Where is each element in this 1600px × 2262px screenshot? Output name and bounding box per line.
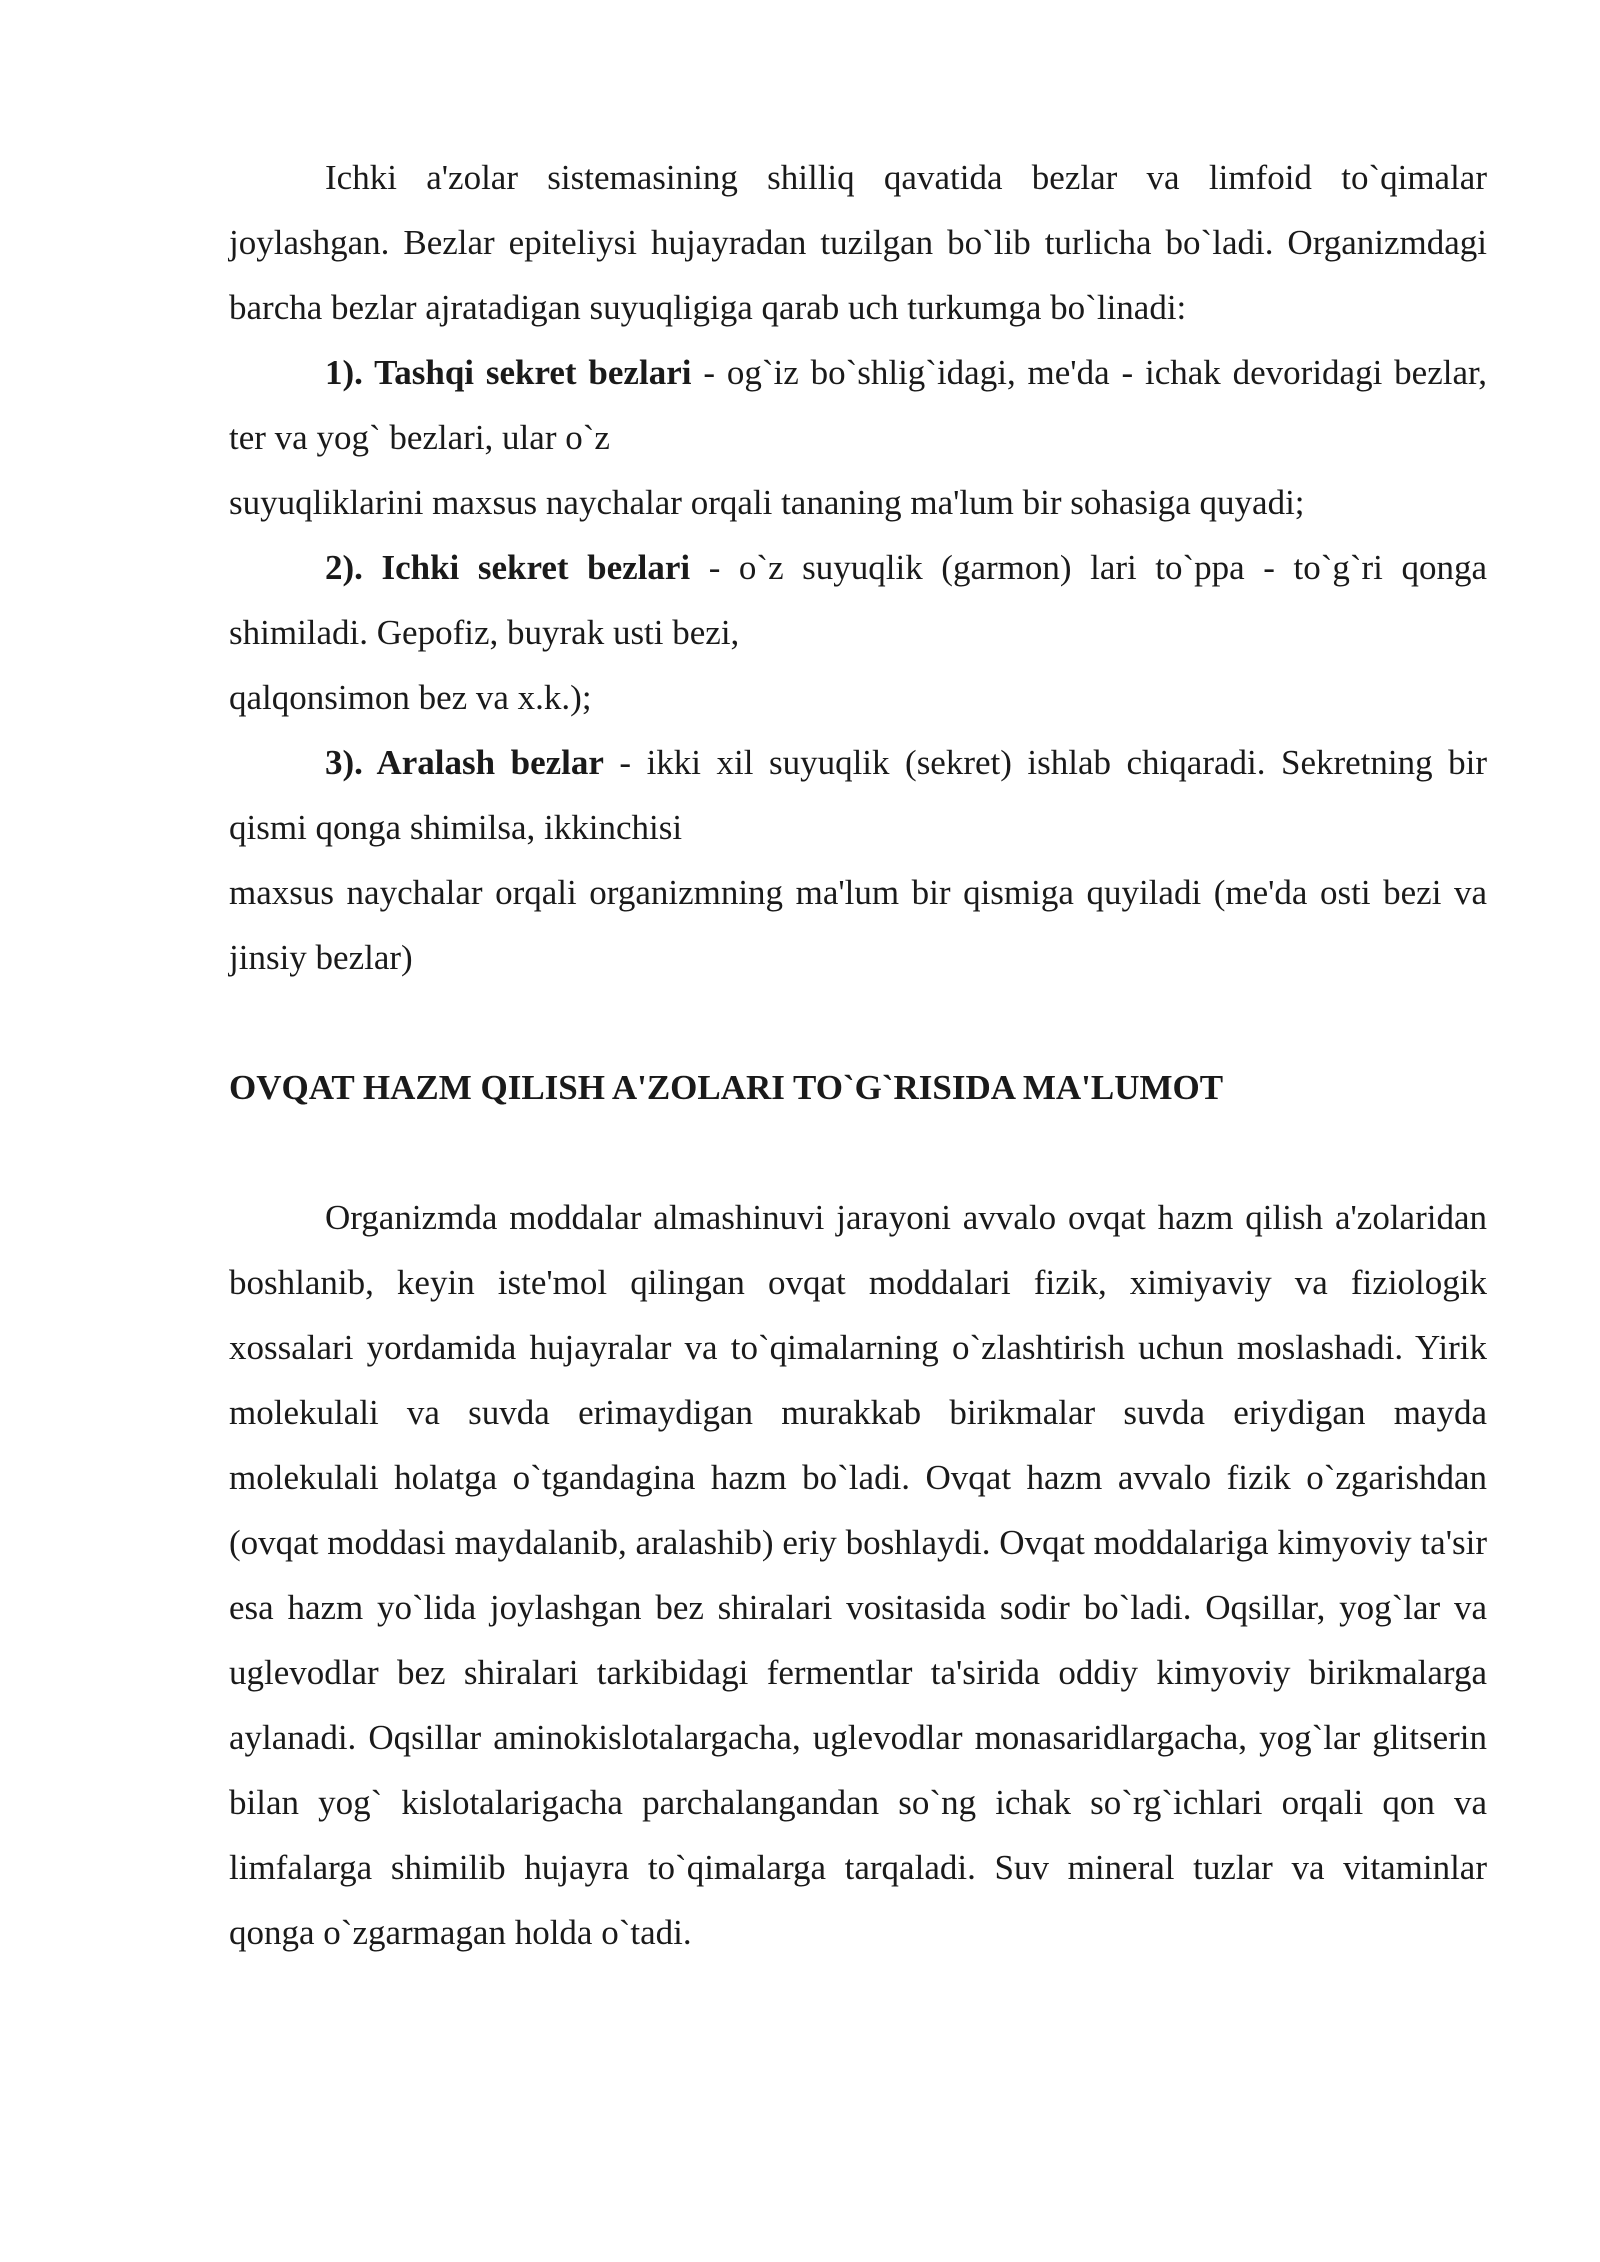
gland-item-3-text: - ikki xil suyuqlik (sekret) ishlab chiqaradi. Sekretning bir qismi qonga shimilsa, ikkinchisi bbox=[229, 743, 1487, 847]
gland-item-1-lead: 1). Tashqi sekret bezlari bbox=[325, 353, 692, 392]
gland-item-1-continuation: suyuqliklarini maxsus naychalar orqali tananing ma'lum bir sohasiga quyadi; bbox=[229, 483, 1305, 522]
spacer bbox=[229, 1120, 1487, 1185]
intro-paragraph: Ichki a'zolar sistemasining shilliq qavatida bezlar va limfoid to`qimalar joylashgan. Bezlar epiteliysi hujayradan tuzilgan bo`lib turlicha bo`ladi. Organizmdagi barcha bezlar ajratadigan suyuqligiga qarab uch turkumga bo`linadi: bbox=[229, 158, 1487, 327]
gland-item-1 bbox=[229, 340, 1487, 470]
gland-item-2-lead: 2). Ichki sekret bezlari bbox=[325, 548, 691, 587]
document-page bbox=[229, 145, 1487, 1965]
gland-item-3-lead: 3). Aralash bezlar bbox=[325, 743, 604, 782]
gland-item-2-text: - o`z suyuqlik (garmon) lari to`ppa - to`g`ri qonga shimiladi. Gepofiz, buyrak usti bezi, bbox=[229, 548, 1487, 652]
gland-item-3 bbox=[229, 730, 1487, 860]
gland-item-1-text: - og`iz bo`shlig`idagi, me'da - ichak devoridagi bezlar, ter va yog` bezlari, ular o`z bbox=[229, 353, 1487, 457]
section-heading: OVQAT HAZM QILISH A'ZOLARI TO`G`RISIDA MA'LUMOT bbox=[229, 1068, 1224, 1107]
gland-item-2 bbox=[229, 535, 1487, 665]
body-paragraph: Organizmda moddalar almashinuvi jarayoni avvalo ovqat hazm qilish a'zolaridan boshlanib, keyin iste'mol qilingan ovqat moddalari fizik, ximiyaviy va fiziologik xossalari yordamida hujayralar va to`qimalarning o`zlashtirish uchun moslashadi. Yirik molekulali va suvda erimaydigan murakkab birikmalar suvda eriydigan mayda molekulali holatga o`tgandagina hazm bo`ladi. Ovqat hazm avvalo fizik o`zgarishdan (ovqat moddasi maydalanib, aralashib) eriy boshlaydi. Ovqat moddalariga kimyoviy ta'sir esa hazm yo`lida joylashgan bez shiralari vositasida sodir bo`ladi. Oqsillar, yog`lar va uglevodlar bez shiralari tarkibidagi fermentlar ta'sirida oddiy kimyoviy birikmalarga aylanadi. Oqsillar aminokislotalargacha, uglevodlar monasaridlargacha, yog`lar glitserin bilan yog` kislotalarigacha parchalangandan so`ng ichak so`rg`ichlari orqali qon va limfalarga shimilib hujayra to`qimalarga tarqaladi. Suv mineral tuzlar va vitaminlar qonga o`zgarmagan holda o`tadi. bbox=[229, 1198, 1487, 1952]
spacer bbox=[229, 990, 1487, 1055]
gland-item-2-continuation: qalqonsimon bez va x.k.); bbox=[229, 678, 592, 717]
gland-item-3-continuation: maxsus naychalar orqali organizmning ma'lum bir qismiga quyiladi (me'da osti bezi va jinsiy bezlar) bbox=[229, 873, 1487, 977]
